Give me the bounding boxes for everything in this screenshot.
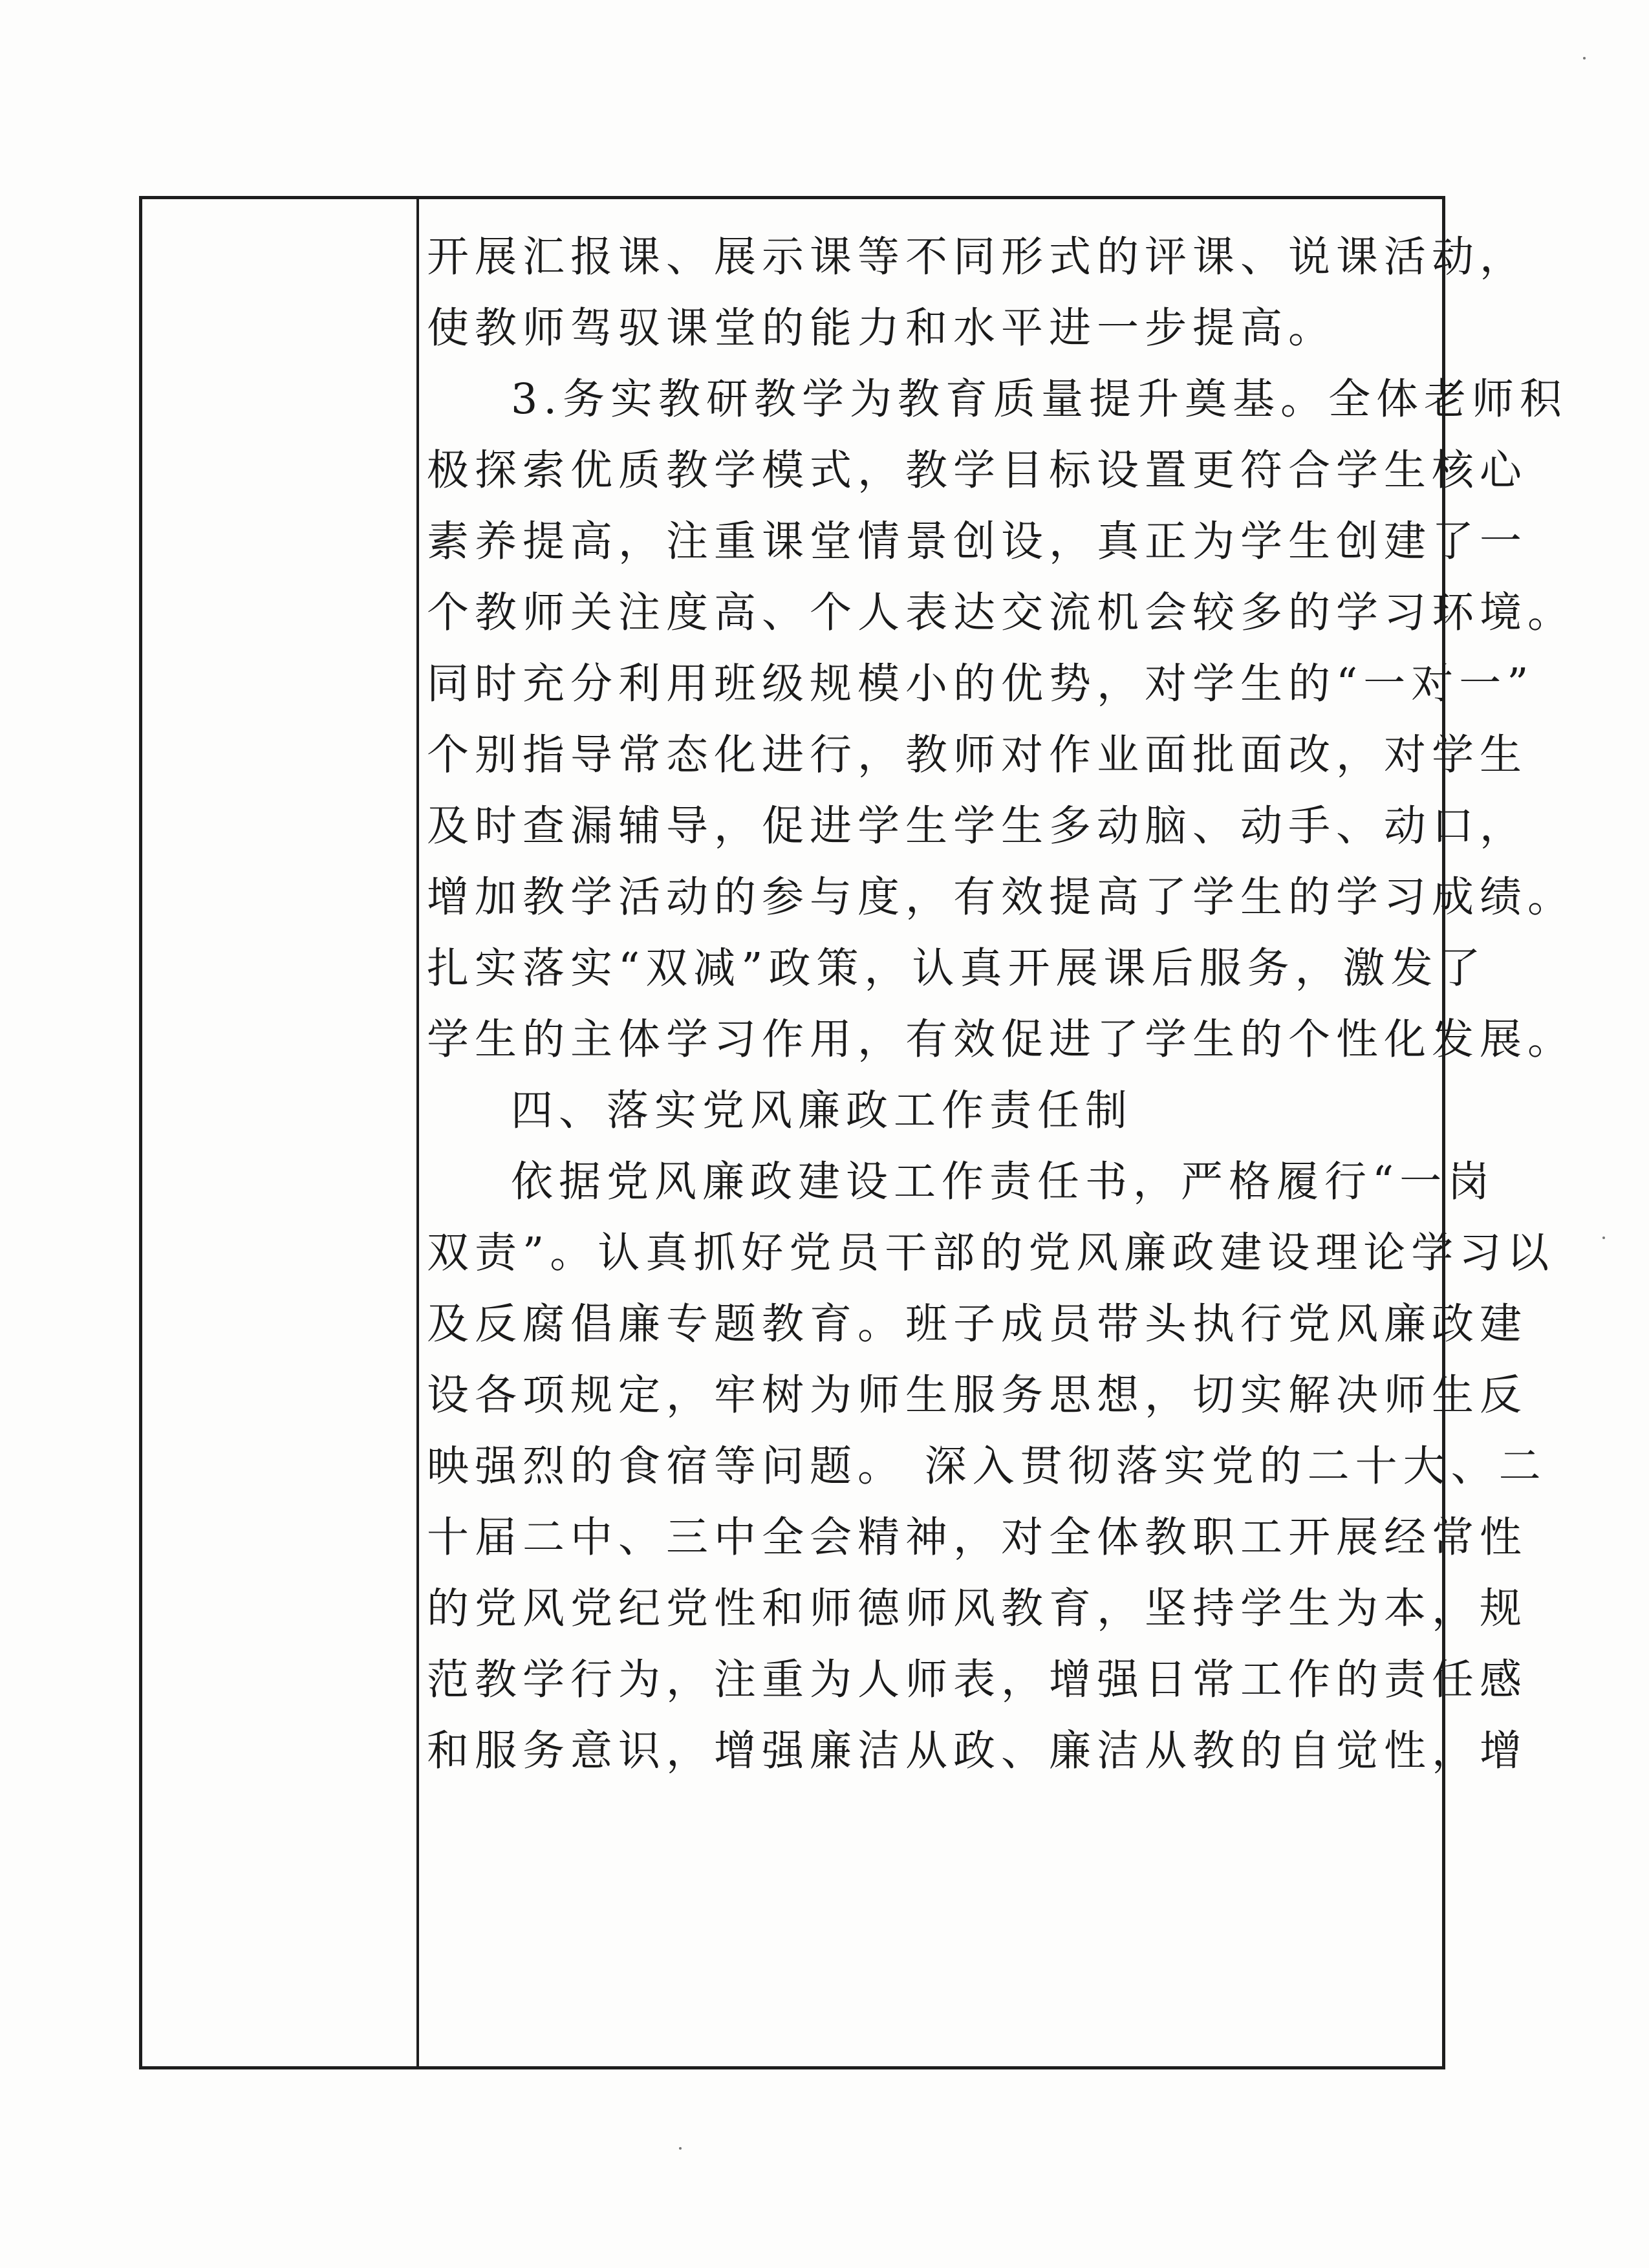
text-line: 素养提高，注重课堂情景创设，真正为学生创建了一 — [427, 517, 1528, 566]
text-line: 及反腐倡廉专题教育。班子成员带头执行党风廉政建 — [427, 1300, 1528, 1348]
text-line: 和服务意识，增强廉洁从政、廉洁从教的自觉性，增 — [427, 1727, 1528, 1775]
text-line: 映强烈的食宿等问题。 深入贯彻落实党的二十大、二 — [427, 1442, 1547, 1491]
body-text — [427, 222, 1576, 1787]
text-line: 扎实落实“双减”政策，认真开展课后服务，激发了 — [427, 944, 1487, 993]
scan-speck — [679, 2147, 682, 2150]
text-line: 及时查漏辅导，促进学生学生多动脑、动手、动口， — [427, 802, 1528, 850]
text-line: 增加教学活动的参与度，有效提高了学生的学习成绩。 — [427, 873, 1576, 922]
scan-speck — [1583, 57, 1586, 59]
label-column-cell — [142, 199, 419, 2066]
form-table — [139, 196, 1576, 2069]
text-line: 同时充分利用班级规模小的优势，对学生的“一对一” — [427, 660, 1535, 708]
text-line: 使教师驾驭课堂的能力和水平进一步提高。 — [427, 304, 1337, 352]
text-line: 个别指导常态化进行，教师对作业面批面改，对学生 — [427, 731, 1528, 779]
text-line: 双责”。认真抓好党员干部的党风廉政建设理论学习以 — [427, 1229, 1555, 1277]
text-line: 3.务实教研教学为教育质量提升奠基。全体老师积 — [511, 375, 1568, 424]
text-line: 极探索优质教学模式，教学目标设置更符合学生核心 — [427, 446, 1528, 495]
text-line: 学生的主体学习作用，有效促进了学生的个性化发展。 — [427, 1015, 1576, 1064]
content-column-cell — [419, 199, 1576, 2066]
scan-speck — [1602, 1237, 1605, 1239]
text-line: 十届二中、三中全会精神，对全体教职工开展经常性 — [427, 1513, 1528, 1562]
text-line: 范教学行为，注重为人师表，增强日常工作的责任感 — [427, 1656, 1528, 1704]
text-line: 设各项规定，牢树为师生服务思想，切实解决师生反 — [427, 1371, 1528, 1420]
text-line: 的党风党纪党性和师德师风教育，坚持学生为本，规 — [427, 1584, 1528, 1633]
text-line: 依据党风廉政建设工作责任书，严格履行“一岗 — [511, 1158, 1496, 1206]
text-line: 四、落实党风廉政工作责任制 — [511, 1086, 1134, 1135]
text-line: 个教师关注度高、个人表达交流机会较多的学习环境。 — [427, 589, 1576, 637]
text-line: 开展汇报课、展示课等不同形式的评课、说课活动， — [427, 233, 1528, 281]
